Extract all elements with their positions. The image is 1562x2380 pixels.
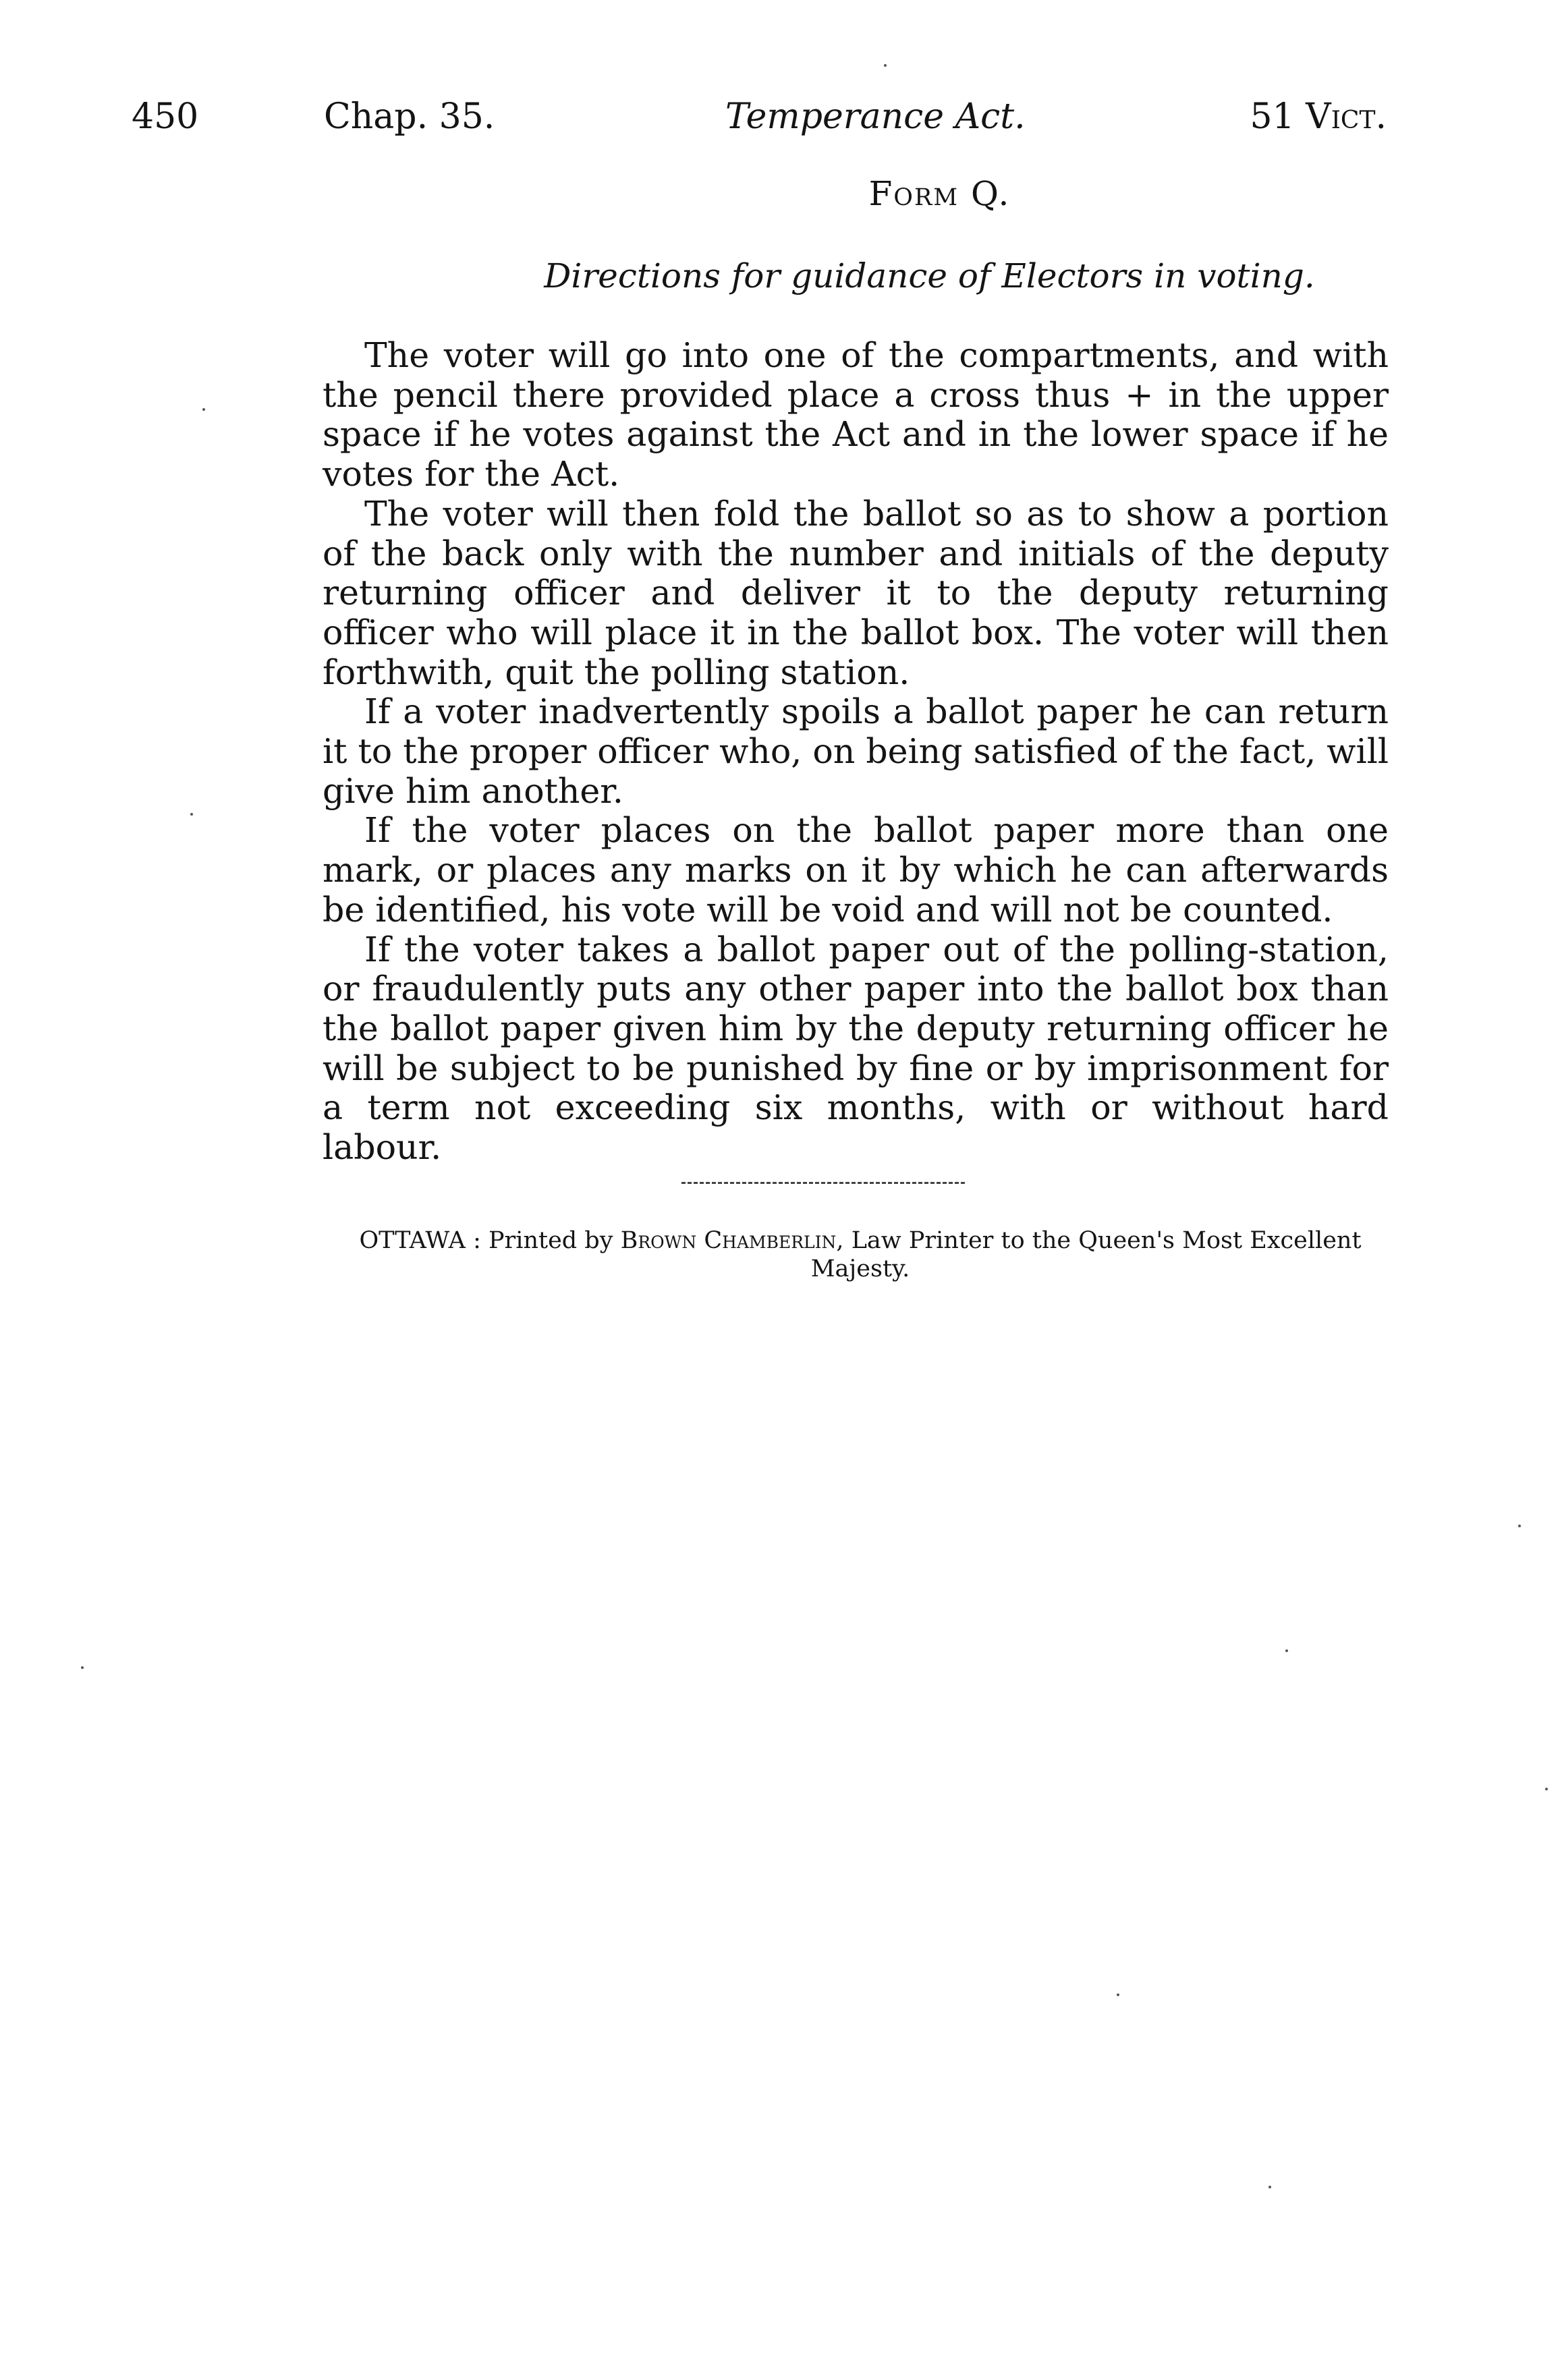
page-number: 450 [132,96,199,137]
imprint-printer-name: Brown Chamberlin, [620,1227,844,1254]
paragraph: The voter will then fold the ballot so as to show a portion of the back only with the number and initials of the deputy returning officer and deliver it to the deputy returning officer who will place it in the ballot box. The voter will then forthwith, quit the polling station. [323,493,1389,692]
paragraph: If a voter inadvertently spoils a ballot paper he can return it to the proper officer who, on being satisfied of the fact, will give him another. [323,691,1389,811]
scan-speck [1268,2186,1271,2188]
act-short-title: Temperance Act. [725,96,1026,137]
scan-speck [1545,1788,1548,1790]
form-subtitle: Directions for guidance of Electors in voting. [544,256,1315,295]
section-divider [681,1182,965,1184]
printer-imprint: OTTAWA : Printed by Brown Chamberlin, Law Printer to the Queen's Most Excellent Majesty. [359,1227,1362,1282]
paragraph: The voter will go into one of the compartments, and with the pencil there provided place a cross thus + in the upper space if he votes against the Act and in the lower space if he votes for the Act. [323,335,1389,494]
paragraph: If the voter places on the ballot paper more than one mark, or places any marks on it by which he can afterwards be identified, his vote will be void and will not be counted. [323,810,1389,930]
form-title: Form Q. [868,174,1011,213]
imprint-printer-role: Law Printer to the Queen's Most Excellent Majesty. [810,1227,1362,1282]
scan-speck [1285,1649,1288,1652]
scan-speck [1518,1525,1521,1527]
imprint-place: OTTAWA [359,1227,466,1254]
directions-text [323,336,1389,1168]
imprint-printed-by: Printed by [488,1227,613,1254]
scan-speck [190,813,193,816]
scan-speck [81,1666,84,1669]
scan-speck [1117,1993,1119,1996]
chapter-label: Chap. 35. [324,96,495,137]
regnal-year: 51 Vict. [1250,96,1387,137]
paragraph: If the voter takes a ballot paper out of the polling-station, or fraudulently puts any other paper into the ballot box than the ballot paper given him by the deputy returning officer he will be subject to be punished by fine or by imprisonment for a term not exceeding six months, with or without hard labour. [323,929,1389,1168]
scan-speck [202,408,205,411]
running-header [132,93,1387,140]
scan-speck [884,64,887,67]
